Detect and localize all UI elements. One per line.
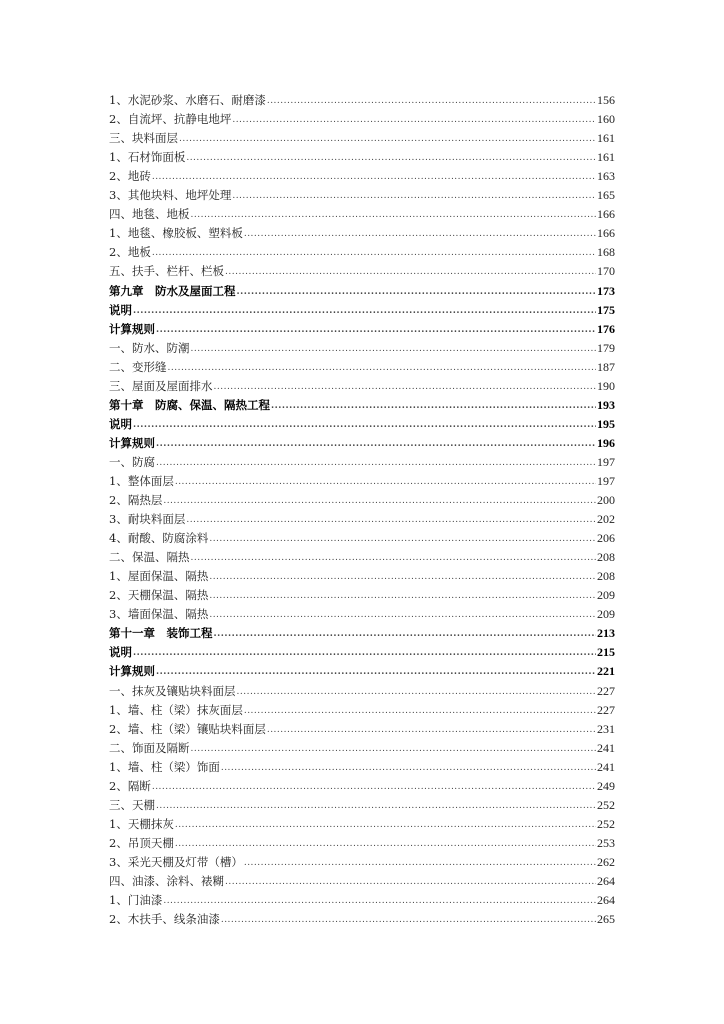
- toc-entry-page-number: 262: [597, 854, 615, 869]
- toc-entry: [109, 660, 615, 679]
- dot-leader: [237, 686, 597, 699]
- toc-entry: [109, 260, 615, 279]
- dot-leader: [209, 533, 596, 546]
- toc-entry: [109, 546, 615, 565]
- toc-entry-title: 三、块料面层: [109, 131, 178, 146]
- toc-entry-page-number: 221: [597, 664, 615, 679]
- toc-entry-title: 1、水泥砂浆、水磨石、耐磨漆: [109, 93, 266, 108]
- toc-entry-page-number: 252: [597, 816, 615, 831]
- toc-entry-title: 计算规则: [109, 435, 155, 450]
- dot-leader: [133, 305, 596, 318]
- dot-leader: [232, 114, 596, 127]
- toc-entry-page-number: 208: [597, 550, 615, 565]
- toc-entry-title: 四、油漆、涂料、裱糊: [109, 873, 224, 888]
- toc-entry-page-number: 190: [597, 378, 615, 393]
- toc-entry-title: 2、墙、柱（梁）镶贴块料面层: [109, 721, 266, 736]
- toc-entry-title: 一、抹灰及镶贴块料面层: [109, 683, 236, 698]
- toc-entry-title: 2、木扶手、线条油漆: [109, 912, 220, 927]
- toc-entry-title: 2、天棚保温、隔热: [109, 588, 209, 603]
- toc-entry-page-number: 156: [597, 93, 615, 108]
- dot-leader: [209, 590, 596, 603]
- dot-leader: [267, 95, 596, 108]
- toc-entry: [109, 318, 615, 337]
- toc-entry-page-number: 166: [597, 226, 615, 241]
- toc-entry-title: 2、隔断: [109, 778, 151, 793]
- toc-entry-page-number: 264: [597, 893, 615, 908]
- toc-entry-page-number: 195: [597, 416, 615, 431]
- toc-entry-title: 说明: [109, 302, 132, 317]
- dot-leader: [156, 666, 596, 679]
- dot-leader: [156, 457, 596, 470]
- toc-entry-page-number: 208: [597, 569, 615, 584]
- toc-entry: [109, 489, 615, 508]
- toc-entry-title: 三、天棚: [109, 797, 155, 812]
- toc-entry-page-number: 249: [597, 778, 615, 793]
- toc-entry-page-number: 265: [597, 912, 615, 927]
- toc-entry-title: 二、保温、隔热: [109, 550, 190, 565]
- toc-entry-title: 计算规则: [109, 664, 155, 679]
- dot-leader: [214, 628, 597, 641]
- dot-leader: [191, 209, 597, 222]
- dot-leader: [221, 914, 596, 927]
- toc-entry: [109, 432, 615, 451]
- toc-entry-title: 3、墙面保温、隔热: [109, 607, 209, 622]
- toc-entry: [109, 794, 615, 813]
- toc-entry-title: 2、隔热层: [109, 493, 163, 508]
- toc-entry: [109, 89, 615, 108]
- toc-entry-title: 1、石材饰面板: [109, 150, 186, 165]
- dot-leader: [152, 781, 596, 794]
- toc-entry-title: 计算规则: [109, 321, 155, 336]
- toc-entry: [109, 775, 615, 794]
- toc-entry-title: 一、防水、防潮: [109, 340, 190, 355]
- toc-entry: [109, 394, 615, 413]
- toc-entry-page-number: 231: [597, 721, 615, 736]
- toc-entry-title: 4、耐酸、防腐涂料: [109, 531, 209, 546]
- dot-leader: [209, 571, 596, 584]
- toc-entry-title: 说明: [109, 645, 132, 660]
- dot-leader: [186, 152, 596, 165]
- toc-entry: [109, 184, 615, 203]
- toc-entry-page-number: 264: [597, 873, 615, 888]
- dot-leader: [163, 495, 596, 508]
- toc-entry-title: 3、耐块料面层: [109, 512, 186, 527]
- toc-entry-page-number: 241: [597, 740, 615, 755]
- toc-entry: [109, 203, 615, 222]
- toc-entry-page-number: 197: [597, 454, 615, 469]
- toc-entry-title: 四、地毯、地板: [109, 207, 190, 222]
- dot-leader: [186, 514, 596, 527]
- toc-entry-title: 二、饰面及隔断: [109, 740, 190, 755]
- toc-entry-page-number: 227: [597, 683, 615, 698]
- dot-leader: [214, 381, 597, 394]
- toc-entry-page-number: 209: [597, 607, 615, 622]
- toc-entry-title: 1、门油漆: [109, 893, 163, 908]
- toc-entry: [109, 908, 615, 927]
- dot-leader: [133, 419, 596, 432]
- toc-entry-page-number: 209: [597, 588, 615, 603]
- toc-entry-title: 1、天棚抹灰: [109, 816, 174, 831]
- dot-leader: [271, 400, 596, 413]
- toc-entry-page-number: 187: [597, 359, 615, 374]
- toc-entry-page-number: 206: [597, 531, 615, 546]
- toc-entry: [109, 413, 615, 432]
- dot-leader: [175, 819, 596, 832]
- dot-leader: [225, 266, 596, 279]
- dot-leader: [244, 857, 596, 870]
- toc-entry: [109, 851, 615, 870]
- toc-entry-page-number: 161: [597, 150, 615, 165]
- toc-entry-title: 1、屋面保温、隔热: [109, 569, 209, 584]
- toc-entry-page-number: 165: [597, 188, 615, 203]
- toc-entry: [109, 337, 615, 356]
- toc-entry-page-number: 253: [597, 835, 615, 850]
- dot-leader: [225, 876, 596, 889]
- toc-entry: [109, 737, 615, 756]
- toc-entry-page-number: 241: [597, 759, 615, 774]
- toc-entry-page-number: 200: [597, 493, 615, 508]
- toc-entry: [109, 108, 615, 127]
- toc-entry-page-number: 196: [597, 435, 615, 450]
- toc-entry-title: 二、变形缝: [109, 359, 167, 374]
- toc-entry-title: 1、地毯、橡胶板、塑料板: [109, 226, 243, 241]
- dot-leader: [191, 552, 597, 565]
- toc-entry: [109, 603, 615, 622]
- toc-entry: [109, 508, 615, 527]
- toc-entry-page-number: 213: [597, 626, 615, 641]
- dot-leader: [209, 609, 596, 622]
- dot-leader: [237, 286, 597, 299]
- toc-entry-title: 一、防腐: [109, 454, 155, 469]
- toc-entry: [109, 889, 615, 908]
- toc-entry: [109, 622, 615, 641]
- toc-entry: [109, 127, 615, 146]
- dot-leader: [168, 362, 597, 375]
- toc-entry-title: 说明: [109, 416, 132, 431]
- dot-leader: [175, 476, 596, 489]
- toc-entry-page-number: 160: [597, 112, 615, 127]
- dot-leader: [163, 895, 596, 908]
- dot-leader: [156, 324, 596, 337]
- toc-entry: [109, 870, 615, 889]
- dot-leader: [244, 705, 596, 718]
- dot-leader: [232, 190, 596, 203]
- toc-entry: [109, 356, 615, 375]
- toc-entry-title: 第十章 防腐、保温、隔热工程: [109, 397, 270, 412]
- dot-leader: [152, 247, 596, 260]
- dot-leader: [152, 171, 596, 184]
- toc-entry: [109, 279, 615, 298]
- dot-leader: [179, 133, 596, 146]
- toc-entry: [109, 527, 615, 546]
- toc-entry-page-number: 163: [597, 169, 615, 184]
- dot-leader: [191, 743, 597, 756]
- toc-entry-page-number: 179: [597, 340, 615, 355]
- toc-entry-page-number: 168: [597, 245, 615, 260]
- toc-entry-title: 第十一章 装饰工程: [109, 626, 213, 641]
- toc-entry: [109, 299, 615, 318]
- toc-entry-page-number: 202: [597, 512, 615, 527]
- toc-entry-title: 3、其他块料、地坪处理: [109, 188, 232, 203]
- toc-entry-title: 1、整体面层: [109, 473, 174, 488]
- table-of-contents: [109, 89, 615, 927]
- toc-entry-title: 2、地砖: [109, 169, 151, 184]
- toc-entry-page-number: 173: [597, 283, 615, 298]
- toc-entry: [109, 451, 615, 470]
- toc-entry: [109, 241, 615, 260]
- toc-entry: [109, 165, 615, 184]
- dot-leader: [156, 438, 596, 451]
- toc-entry: [109, 718, 615, 737]
- toc-entry: [109, 222, 615, 241]
- toc-entry-title: 2、地板: [109, 245, 151, 260]
- toc-entry: [109, 813, 615, 832]
- toc-entry: [109, 679, 615, 698]
- toc-entry-title: 三、屋面及屋面排水: [109, 378, 213, 393]
- dot-leader: [175, 838, 596, 851]
- toc-entry: [109, 832, 615, 851]
- toc-entry-page-number: 197: [597, 473, 615, 488]
- toc-entry-page-number: 252: [597, 797, 615, 812]
- toc-entry: [109, 584, 615, 603]
- toc-entry: [109, 756, 615, 775]
- toc-entry-page-number: 170: [597, 264, 615, 279]
- toc-entry-title: 1、墙、柱（梁）抹灰面层: [109, 702, 243, 717]
- toc-entry-page-number: 193: [597, 397, 615, 412]
- dot-leader: [156, 800, 596, 813]
- toc-entry-title: 2、自流坪、抗静电地坪: [109, 112, 232, 127]
- dot-leader: [244, 228, 596, 241]
- toc-entry-title: 3、采光天棚及灯带（槽）: [109, 854, 243, 869]
- toc-entry-title: 五、扶手、栏杆、栏板: [109, 264, 224, 279]
- toc-entry-page-number: 215: [597, 645, 615, 660]
- toc-entry: [109, 375, 615, 394]
- dot-leader: [267, 724, 596, 737]
- dot-leader: [133, 647, 596, 660]
- toc-entry: [109, 641, 615, 660]
- toc-entry-title: 2、吊顶天棚: [109, 835, 174, 850]
- toc-entry-page-number: 166: [597, 207, 615, 222]
- toc-entry-page-number: 176: [597, 321, 615, 336]
- toc-entry-title: 1、墙、柱（梁）饰面: [109, 759, 220, 774]
- toc-entry-page-number: 227: [597, 702, 615, 717]
- toc-entry: [109, 470, 615, 489]
- dot-leader: [191, 343, 597, 356]
- toc-entry-page-number: 161: [597, 131, 615, 146]
- toc-entry-title: 第九章 防水及屋面工程: [109, 283, 236, 298]
- toc-entry: [109, 146, 615, 165]
- dot-leader: [221, 762, 596, 775]
- toc-entry-page-number: 175: [597, 302, 615, 317]
- toc-entry: [109, 699, 615, 718]
- toc-entry: [109, 565, 615, 584]
